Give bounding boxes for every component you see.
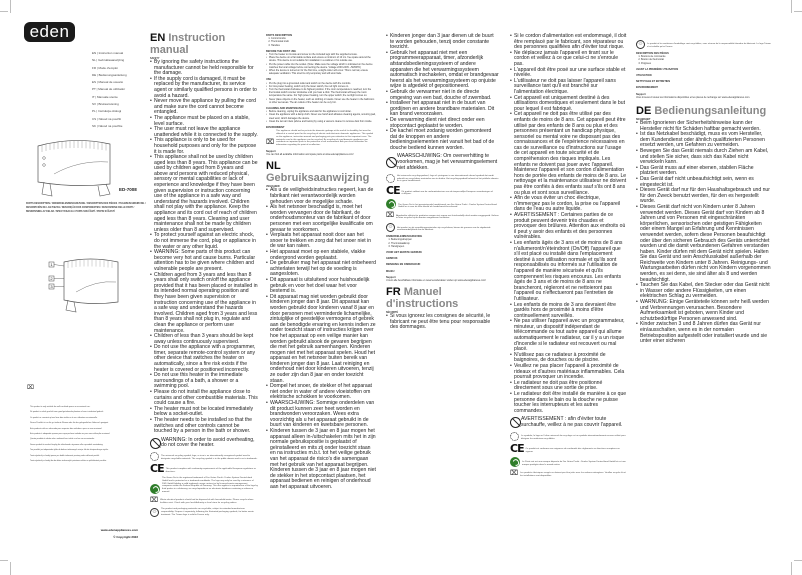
list-item: • Never move the appliance by pulling the cord and make sure the cord cannot become entangled. [150, 99, 258, 116]
nl-warning-text: WAARSCHUWING: Om oververhitting te voorkomen, mag je het verwarmingselement niet afdekken. [397, 153, 498, 171]
language-item: NL | Gebruiksaanwijzing [92, 58, 125, 63]
fr-warning-text: AVERTISSEMENT : afin d'éviter toute surchauffe, veillez à ne pas couvrir l'appareil. [521, 416, 623, 428]
fr-support-label: Support [636, 92, 646, 96]
copyright: © Copyright 2022 [113, 535, 138, 539]
list-item: • Place the device on a flat stable surface and ensure a minimum of 10 cm. free space around the device. This device is not suitable for installation in a cabinet or for outside use. [266, 56, 376, 62]
en-safety-column [150, 32, 258, 517]
disposal-note: Tento výrobek je vhodný pouze pro dobře izolované prostory nebo občasné použití. [30, 454, 100, 457]
en-use-list [266, 82, 376, 104]
list-item: • Dit apparaat mag niet worden gebruikt door kinderen jonger dan 8 jaar. Dit apparaat kan worden gebruikt door kinderen vanaf 8 jaar en door personen met verminderde lichamelijke, zintuiglijke of geestelijke vermogens of gebrek aan de benodigde ervaring en kennis indien ze onder toezicht staan of instructies krijgen over hoe het apparaat op een veilige manier kan worden gebruikt alsook de gevaren begrijpen die met het gebruik samenhangen. Kinderen mogen niet met het apparaat spelen. Houd het apparaat en het netsnoer buiten bereik van kinderen jonger dan 8 jaar. Laat reiniging en onderhoud niet door kinderen uitvoeren, tenzij ze ouder zijn dan 8 jaar en onder toezicht staan. [266, 295, 376, 385]
list-item: • Als u de veiligheidsinstructies negeert, kan de fabrikant niet verantwoordelijk worden gehouden voor de mogelijke schade. [266, 188, 376, 205]
list-item: • Turn the heater on its side and screw on the included legs with the supplied screws. [266, 53, 376, 56]
disposal-note: This product is only suitable for well insulated spaces or occasional use. [30, 406, 91, 408]
list-item: • Put the power cable into the socket. (Note: Make sure the voltage which is indicated on the device matches the local voltage before connecting the device. Voltage 220V-240V ~50/60Hz) [266, 63, 376, 69]
fr-continued-column [510, 34, 627, 478]
en-warning-text: WARNING: In order to avoid overheating, do not cover the heater. [161, 436, 255, 449]
disposal-note: Este producto sólo es adecuado para espacios bien aislados o para un uso ocasional. [30, 427, 102, 430]
ce-mark-icon: CE [386, 184, 400, 198]
fr-support-text: Vous trouverez toutes les informations disponibles et les pièces de rechange sur www.edenappliances.com. [636, 95, 751, 99]
nl-weee-note: ⌧ Afgedankte elektrische producten mogen niet samen met huishoudelijk afval worden weggegooid. Gelieve te laten recyclen bij de daartoe aangewezen faciliteiten. [386, 212, 499, 220]
recycling-icon [150, 452, 159, 461]
list-item: • Do not use this heater in the immediate surroundings of a bath, a shower or a swimming pool. [150, 373, 258, 390]
list-item: • Cet appareil est uniquement destiné à des utilisations domestiques et seulement dans le but pour lequel il est fabriqué. [510, 96, 627, 113]
recycling-note: The universal recycling symbol, logo, or icon is an internationally recognized symbol used to designate recyclable materials. The recycling symbol is in the public domain and is not a trademark. [150, 452, 258, 461]
nl-recycling-note: Het universele recyclingsymbool, -logo of -pictogram is een internationaal erkend symbool dat wordt gebruikt om recyclebare materialen aan te duiden. Het recyclingsymbool behoort tot het publieke domein en is geen handelsmerk. [386, 174, 499, 183]
de-safety-list [636, 121, 771, 345]
en-safety-label: SAFETY [150, 57, 160, 60]
list-item: • WARNUNG: Einige Geräteteile können sehr heiß werden und Verbrennungen verursachen. Besondere Aufmerksamkeit ist geboten, wenn Kinder und schutzbedürftige Personen anwesend sind. [636, 300, 771, 322]
list-item: • Les enfants âgés de 3 ans et de moins de 8 ans n'allumeront/n'éteindront (On/Off) l'appareil que s'il est placé ou installé dans l'emplacement destiné à son utilisation normale et qu'ils sont responsabilisés ou informés sur l'utilisation de l'appareil de manière sécurisée et qu'ils comprennent les risques encourus. Les enfants âgés de 3 ans et de moins de 8 ans ne brancheront, régleront et ne nettoieront pas l'appareil ou n'effectueront pas l'entretien de l'utilisateur. [510, 241, 627, 303]
list-item: • Dompel het snoer, de stekker of het apparaat niet onder in water of andere vloeistoffen om elektrische schokken te voorkomen. [266, 384, 376, 401]
disposal-notes [30, 405, 140, 464]
ce-note: CE This product complies with conformity requirements of the applicable European regulations or directives. [150, 461, 256, 475]
fr-usage-block [636, 40, 771, 99]
green-dot-icon [150, 484, 160, 494]
list-item: • Kinderen tussen de 3 jaar en 8 jaar mogen het apparaat alleen in-/uitschakelen mits het in zijn normale gebruikspositie is geplaatst of geïnstalleerd en mits zij onder toezicht staan en na instructies m.b.t. tot het veilige gebruik van het apparaat de risico's die samengaan met het gebruik van het apparaat begrijpen. Kinderen tussen de 3 jaar en 8 jaar mogen niet de stekker in het stopcontact plaatsen, het apparaat bedienen en reinigen of onderhoud aan het apparaat uitvoeren. [266, 429, 376, 491]
language-item: SV | Bruksanvisning [92, 102, 119, 107]
language-list [92, 50, 127, 130]
list-item: 2. Thermostat knob [271, 40, 376, 43]
crop-mark [794, 560, 802, 561]
fr-triman-note: ♲ Le produit et les matériaux d'emballage sont recyclables, sous réserve de la responsabilité étendue du fabricant. Le logo Triman n'est valable qu'en France. [636, 40, 771, 49]
list-item: • Das Gerät muss auf einer ebenen, stabilen Fläche platziert werden. [636, 166, 771, 177]
list-item: • This appliance is only to be used for household purposes and only for the purpose it is made for. [150, 138, 258, 155]
nl-triman-note: ♲ Het product en de verpakkingsmaterialen zijn recyclebaar, binnen de grenzen van de uitgebreide verantwoordelijkheid van de fabrikant. [386, 223, 499, 232]
en-warning-row [150, 438, 258, 449]
en-first-use-label: BEFORE THE FIRST USE [266, 49, 296, 53]
list-item: 3. Handles [271, 44, 376, 47]
list-item: • For low-power heating, switch only the lower switch, the red light comes on. [266, 85, 376, 88]
fr-use-label: UTILISATION [636, 74, 652, 78]
disposal-note: Dieses Produkt ist nur für gut isolierte Räume oder für den gelegentlichen Gebrauch geeignet. [30, 422, 109, 425]
weee-bin-icon: ⌧ [27, 385, 34, 391]
list-item: • De kachel moet zodanig worden gemonteerd dat de knoppen en andere bedieningselementen niet vanuit het bad of de douche bediend kunnen worden. [386, 129, 499, 151]
list-item: • Dieses Gerät darf nicht von Kindern unter 8 Jahren verwendet werden. Dieses Gerät darf von Kindern ab 8 Jahren und von Personen mit eingeschränkten körperlichen, sensorischen oder geistigen Fähigkeiten oder einem Mangel an Erfahrung und Kenntnissen verwendet werden, sofern diese Personen beaufsichtigt oder über den sicheren Gebrauch des Geräts unterrichtet wurden und die damit verbundenen Gefahren verstanden haben. Kinder dürfen mit dem Gerät nicht spielen. Halten Sie das Gerät und sein Anschlusskabel außerhalb der Reichweite von Kindern unter 8 Jahren. Reinigungs- und Wartungsarbeiten dürfen nicht von Kindern vorgenommen werden, es sei denn, sie sind älter als 8 und werden beaufsichtigt. [636, 205, 771, 283]
list-item: • Kinderen jonger dan 3 jaar dienen uit de buurt te worden gehouden, tenzij onder constante toezicht. [386, 34, 499, 51]
list-item: • Afin de vous éviter un choc électrique, n'immergez pas le cordon, la prise ou l'appareil dans de l'eau ou autre liquide. [510, 196, 627, 213]
triman-icon: ♲ [386, 223, 395, 232]
do-not-cover-icon [386, 157, 397, 168]
nl-environment-label: MILIEU [386, 269, 395, 273]
list-item: • Dieses Gerät darf nur für den Haushaltsgebrauch und nur für den Zweck benutzt werden, für den es hergestellt wurde. [636, 188, 771, 205]
parts-description-heading: PARTS DESCRIPTION / ONDERDELENBESCHRIJVING / DESCRIPTION DES PIÈCES / TEILEBESCHREIBUNG / DESCRIPCIÓN DE LAS PIEZAS / DESCRIÇÃO DOS COMPONENTES / DESCRIZIONE DELLE PARTI / BESKRIVNING AV DELAR / SPECYFIKACJA / POPIS SOUČÁSTÍ / POPIS SÚČASTÍ [26, 203, 146, 213]
list-item: • This appliance shall not be used by children aged less than 8 years. This appliance can be used by children aged from 8 years and above and persons with reduced physical, sensory or mental capabilities or lack of experience and knowledge if they have been given supervision or instruction concerning use of the appliance in a safe way and understand the hazards involved. Children shall not play with the appliance. Keep the appliance and its cord out of reach of children aged less than 8 years. Cleaning and user maintenance shall not be made by children unless older than 8 and supervised. [150, 155, 258, 233]
list-item: • Dit apparaat is uitsluitend voor huishoudelijk gebruik en voor het doel waar het voor bestemd is. [266, 278, 376, 295]
fr-environment-label: ENVIRONNEMENT [636, 86, 658, 90]
recycling-icon [510, 432, 519, 441]
fr-usage-de-column [636, 40, 771, 345]
list-item: 3. Handgrepen [391, 245, 499, 248]
language-item: EN | Instruction manual [92, 51, 124, 55]
svg-text:3: 3 [50, 284, 53, 289]
en-usage-column [266, 34, 376, 491]
en-parts-label: PARTS DESCRIPTION [266, 34, 293, 37]
list-item: • Kinder zwischen 3 und 8 Jahren dürfen das Gerät nur ein/ausschalten, wenn es in der normalen Betriebsposition aufgestellt oder installiert wurde und sie unter einer sicheren [636, 322, 771, 344]
list-item: • Gebruik de verwarmer niet in de directe omgeving van een bad, douche of zwembad. [386, 90, 499, 101]
list-item: • The heater must not be located immediately below a socket-outlet. [150, 407, 258, 418]
do-not-cover-icon [150, 438, 161, 449]
list-item: 1. Boutons de commande [641, 55, 771, 58]
weee-bin-icon: ⌧ [150, 496, 159, 504]
green-dot-icon [510, 457, 520, 467]
fr-safety-list [386, 314, 499, 331]
nl-support-label: Support [386, 275, 396, 279]
list-item: • When the device is turned on for the first time, a slight odour will occur. This is normal, ensure adequate ventilation. This smell is only temporary and will soon fade. [266, 69, 376, 75]
list-item: 1. Control knobs [271, 37, 376, 40]
model-number: ED-7008 [119, 187, 137, 192]
en-cleaning-label: CLEANING AND MAINTENANCE [266, 107, 305, 111]
en-heading: EN Instruction manual [150, 32, 226, 56]
triman-note: ♲ The product and packaging materials are recyclable, subject to extended manufacturer responsibility. Dispose it separately, following the illustrated packaging symbols, for better waste treatment. The Triman logo is valid in France only. [150, 508, 258, 517]
list-item: • Les enfants de moins de 3 ans devraient être gardés hors de proximité à moins d'être continuellement surveillés. [510, 303, 627, 320]
en-environment-note: ⌧ This appliance should not be put into the domestic garbage at the end of its durability, but must be offered at a central point for the recycling of electric and electronic domestic appliances. This symbol on the appliance, instruction manual and packaging puts your attention to this important issue. The materials used in this appliance can be recycled. By recycling of used domestic appliances you contribute an important push to the protection of our environment. Ask your local authorities for information regarding the point of recollection. [266, 130, 374, 147]
nl-cleaning-label: REINIGING EN ONDERHOUD [386, 263, 421, 267]
crop-mark [791, 562, 792, 575]
list-item: • L'appareil doit être posé sur une surface stable et nivelée. [510, 68, 627, 79]
list-item: • WAARSCHUWING: Sommige onderdelen van dit product kunnen zeer heet worden en brandwonden veroorzaken. Wees extra voorzichtig als u het apparaat gebruikt in de buurt van kinderen en kwetsbare personen. [266, 401, 376, 429]
list-item: • Le radiateur ne doit pas être positionné directement sous une sortie de prise. [510, 381, 627, 392]
list-item: • Do not use the appliance with a programmer, timer, separate remote-control system or any other device that switches the heater on automatically, since a fire risk exists if the heater is covered or positioned incorrectly. [150, 345, 258, 373]
disposal-note: Questo prodotto è adatto solo a ambienti ben isolati o ad un uso occasionale. [30, 438, 95, 441]
nl-warning-row [386, 154, 499, 171]
en-first-use-list [266, 53, 376, 75]
ce-mark-icon: CE [510, 441, 524, 455]
parts-diagram [48, 258, 120, 314]
language-item: PL | Instrukcja obsługi [92, 109, 122, 114]
list-item: • By ignoring the safety instructions the manufacturer cannot be held responsible for the damage. [150, 60, 258, 77]
list-item: • Ne déplacez jamais l'appareil en tirant sur le cordon et veillez à ce que celui-ci ne s'enroule pas. [510, 51, 627, 68]
fr-parts-label: DESCRIPTION DES PIÈCES [636, 52, 669, 55]
list-item: • Put the plug into a grounded outlet and switch on the device with the controls. [266, 82, 376, 85]
list-item: • Beim Ignorieren der Sicherheitshinweise kann der Hersteller nicht für Schäden haftbar gemacht werden. [636, 121, 771, 132]
list-item: • De gebruiker mag het apparaat niet onbeheerd achterlaten terwijl het op de voeding is aangesloten. [266, 261, 376, 278]
nl-first-use-label: VOOR HET EERSTE GEBRUIK [386, 251, 422, 255]
list-item: • L'utilisateur ne doit pas laisser l'appareil sans surveillance tant qu'il est branché sur l'alimentation électrique. [510, 79, 627, 96]
list-item: • De verwarming dient niet direct onder een stopcontact geplaatst te worden. [386, 118, 499, 129]
list-item: • Verplaats het apparaat nooit door aan het snoer te trekken en zorg dat het snoer niet in de war kan raken. [266, 233, 376, 250]
en-use-label: USE [266, 78, 272, 82]
language-item: DE | Bedienungsanleitung [92, 72, 127, 77]
svg-text:1: 1 [50, 262, 53, 267]
weee-note: ⌧ Waste electrical products should not be disposed of with household waste. Please recycle where facilities exist. Check with your local Authority or local store for recycling advice. [150, 496, 254, 504]
fr-recycling-note: Le symbole, le logo ou l'icône universel de recyclage est un symbole internationalement reconnu utilisé pour désigner les matériaux recyclables. [510, 432, 627, 441]
list-item: 2. Thermostaatknop [391, 242, 499, 245]
weee-bin-icon: ⌧ [386, 212, 395, 220]
language-item: FR | Mode d'emploi [92, 65, 118, 70]
nl-parts-list [386, 238, 499, 248]
list-item: • If the supply cord is damaged, it must be replaced by the manufacturer, its service agent or similarly qualified persons in order to avoid a hazard. [150, 77, 258, 99]
disposal-note: Ten produkt jest odpowiedni tylko do dobrze izolowanych miejsc lub do okazjonalnego użytku. [30, 449, 109, 452]
list-item: • Clean the two air inlets (above and below) by using a vacuum cleaner to remove dust from inside. [266, 120, 376, 123]
list-item: • Gebruik het apparaat niet met een programmeerapparaat, timer, afzonderlijk afstandsbedieningssysteem of andere apparaten die het verwarmingssysteem automatisch inschakelen, omdat er brandgevaar heerst als het verwarmingssysteem op onjuiste wijze is afgedekt of gepositioneerd. [386, 51, 499, 90]
heater-illustration [34, 138, 114, 200]
nl-usage-block [386, 235, 499, 282]
list-item: • Das Gerät darf nicht unbeaufsichtigt sein, wenn es eingesteckt ist. [636, 177, 771, 188]
en-support-label: Support [266, 150, 276, 154]
nl-safety-list [266, 188, 376, 490]
en-environment-label: ENVIRONMENT [266, 126, 285, 130]
weee-bin-icon: ⌧ [510, 469, 519, 477]
list-item: • Turn the thermostat clockwise to its highest position. If the room temperature is reached, turn the thermostat switch counter clockwise until you hear a click. The thermostat will keep the room temperature the same. For high power heating, turn the upper switch; the red light comes on. [266, 88, 376, 98]
list-item: • Before cleaning, unplug the appliance and wait for the appliance to cool down. [266, 110, 376, 113]
fr-green-dot-note: Le Point vert est une marque déposée de Der Grüne Punkt - Duales System Deutschland GmbH et est une marque protégée dans le monde entier. [510, 457, 627, 467]
disposal-note: Este produto é adequado apenas para espaços bem isolados ou para uma utilização ocasional. [30, 433, 111, 436]
list-item: • Clean the appliance with a damp cloth. Never use harsh and abrasive cleaning agents, scouring pad, steel wool, which damages the device. [266, 113, 376, 119]
list-item: • Tauchen Sie das Kabel, den Stecker oder das Gerät nicht in Wasser oder andere Flüssigkeiten, um einen elektrischen Schlag zu vermeiden. [636, 283, 771, 300]
list-item: • Children aged from 3 years and less than 8 years shall only switch on/off the appliance provided that it has been placed or installed in its intended normal operating position and they have been given supervision or instruction concerning use of the appliance in a safe way and understand the hazards involved. Children aged from 3 years and less than 8 years shall not plug in, regulate and clean the appliance or perform user maintenance. [150, 273, 258, 335]
crop-mark [791, 0, 792, 13]
fr-parts-list [636, 55, 771, 65]
list-item: 3. Poignées [641, 62, 771, 65]
list-item: • Children of less than 3 years should be kept away unless continuously supervised. [150, 334, 258, 345]
triman-icon: ♲ [150, 508, 159, 517]
nl-green-dot-note: The Green Dot is het geregistreerde handelsmerk van Der Grüne Punkt - Duales System Deutschland GmbH en is over de hele wereld als handelsmerk beschermd. [386, 199, 499, 209]
list-item: • Si vous ignorez les consignes de sécurité, le fabricant ne peut être tenu pour responsable des dommages. [386, 314, 499, 331]
nl-safety-list-continued [386, 34, 499, 151]
fr-cleaning-label: NETTOYAGE ET ENTRETIEN [636, 80, 671, 84]
fr-ce-note: CE Ce produit est conforme aux exigences de conformité des règlements ou directives européens en vigueur. [510, 441, 620, 455]
language-item: PT | Manual de utilizador [92, 87, 126, 92]
list-item: • Le radiateur doit être installé de manière à ce que personne dans le bain ou la douche ne puisse toucher les interrupteurs et les autres commandes. [510, 392, 627, 414]
fr-heading: FR Manuel d'instructions [386, 286, 459, 311]
nl-heading: NL Gebruiksaanwijzing [266, 160, 370, 185]
website-link[interactable]: www.edenappliances.com [100, 528, 138, 532]
list-item: • Ne pas utiliser l'appareil avec un programmateur, minuteur, un dispositif indépendant de télécommande ou tout autre appareil qui allume automatiquement le radiateur, car il y a un risque d'incendie si le radiateur est recouvert ou mal placé. [510, 319, 627, 353]
de-heading: DE Bedienungsanleitung [636, 105, 767, 118]
ce-mark-icon: CE [150, 461, 164, 475]
list-item: • Si le cordon d'alimentation est endommagé, il doit être remplacé par le fabricant, son réparateur ou des personnes qualifiées afin d'éviter tout risque. [510, 34, 627, 51]
green-dot-note: The Green Dot is the registered trademark of Der Grüne Punkt - Duales System Deutschland GmbH and is protected as a trademark worldwide. The logo may only be used by customers of DSD GmbH holding a valid trademark usage contract or by licensed waste management companies within the Federal Republic of Germany. This also applies to reproduction of the logo by third parties in a dictionary, an encyclopaedia or an electronic database containing a reference manual. [150, 477, 258, 494]
en-support-text: You can find all available information and spare parts at www.edenappliances.com! [266, 153, 354, 157]
list-item: • Veuillez ne pas placer l'appareil à proximité de rideaux et d'autres matériaux inflammables. Cela pourrait provoquer un incendie. [510, 364, 627, 381]
nl-continued-column [386, 34, 499, 331]
en-safety-list [150, 60, 258, 435]
list-item: • The heater needs to be installed so that the switches and other controls cannot be touched by a person in the bath or shower. [150, 418, 258, 435]
nl-safety-label: VEILIGHEID [266, 185, 280, 189]
list-item: 2. Bouton de thermostat [641, 58, 771, 61]
eden-logo: eden [24, 22, 75, 42]
list-item: • The appliance must be placed on a stable, level surface. [150, 116, 258, 127]
list-item: • Cet appareil ne doit pas être utilisé par des enfants de moins de 8 ans. Cet appareil peut être utilisé par des enfants de 8 ans ou plus et des personnes présentant un handicap physique, sensoriel ou mental voire ne disposant pas des connaissances et de l'expérience nécessaires en cas de surveillance ou d'instructions sur l'usage de cet appareil en toute sécurité et de compréhension des risques impliqués. Les enfants ne doivent pas jouer avec l'appareil. Maintenez l'appareil et son cordon d'alimentation hors de portée des enfants de moins de 8 ans. Le nettoyage et la maintenance utilisateur ne doivent pas être confiés à des enfants sauf s'ils ont 8 ans ou plus et sont sous surveillance. [510, 112, 627, 196]
list-item: • Bewegen Sie das Gerät niemals durch Ziehen am Kabel, und stellen Sie sicher, dass sich das Kabel nicht verwickeln kann. [636, 149, 771, 166]
language-item: SK | Návod na použitie [92, 123, 123, 128]
fr-first-use-label: AVANT LA PREMIÈRE UTILISATION [636, 67, 679, 71]
list-item: • Als het netsnoer beschadigd is, moet het worden vervangen door de fabrikant, de onderhoudsmonteur van de fabrikant of door personen met een soortgelijke kwalificatie om gevaar te voorkomen. [266, 205, 376, 233]
list-item: • AVERTISSEMENT : Certaines parties de ce produit peuvent devenir très chaudes et provoquer des brûlures. Attention aux endroits où il peut y avoir des enfants et des personnes vulnérables. [510, 213, 627, 241]
triman-icon: ♲ [636, 40, 645, 49]
en-parts-list [266, 37, 376, 47]
list-item: • WARNING: Some parts of this product can become very hot and cause burns. Particular attention has to be given where children and vulnerable people are present. [150, 250, 258, 272]
green-dot-icon [386, 199, 396, 209]
svg-text:2: 2 [50, 276, 53, 281]
disposal-note: Denna produkt är endast lämplig för välisolerade utrymmen eller sporadisk användning. [30, 443, 104, 446]
list-item: 1. Bedieningsknoppen [391, 238, 499, 241]
en-usage-block [266, 34, 376, 156]
nl-parts-label: ONDERDELENBESCHRIJVING [386, 235, 423, 239]
do-not-cover-icon [510, 417, 521, 428]
list-item: • Ist das Netzkabel beschädigt, muss es vom Hersteller, dem Kundendienst oder ähnlich qualifizierten Personen ersetzt werden, um Gefahren zu vermeiden. [636, 132, 771, 149]
nl-support-text: U kunt alle beschikbare informatie en reserveonderdelen vinden op www.edenappliances.com! [386, 279, 486, 283]
fr-warning-row [510, 417, 627, 428]
list-item: • Het apparaat moet op een stabiele, vlakke ondergrond worden geplaatst. [266, 250, 376, 261]
recycling-icon [386, 174, 395, 183]
language-item: ES | Manual de usuario [92, 80, 124, 85]
fr-safety-list-continued [510, 34, 627, 414]
list-item: • Please do not install the appliance close to curtains and other combustible materials. This could cause a fire. [150, 390, 258, 407]
list-item: • To protect yourself against an electric shock, do not immerse the cord, plug or appliance in the water or any other liquid. [150, 233, 258, 250]
language-item: CS | Návod na použití [92, 116, 122, 121]
list-item: • Never place objects on the heater, such as clothing or towels. Never use the heater in the bathroom or other wet areas. The air outlets of the heater can be very hot. [266, 98, 376, 104]
de-safety-label: SICHERHEIT [636, 118, 651, 122]
fr-weee-note: ⌧ Les produits électriques usagés ne doivent pas être jetés avec les ordures ménagères. Veuillez recycler là où les installations sont disponibles. [510, 469, 626, 477]
crop-mark [794, 11, 802, 12]
nl-use-label: GEBRUIK [386, 257, 398, 261]
fr-safety-label: SÉCURITÉ [386, 311, 399, 315]
list-item: • The user must not leave the appliance unattended while it is connected to the supply. [150, 127, 258, 138]
cover-column [0, 0, 148, 575]
disposal-note: Tento výrobok je vhodný iba do dobre izolovaných priestorov alebo na príležitostné použitie. [30, 460, 107, 463]
list-item: • Installeer het apparaat niet in de buurt van gordijnen en andere brandbare materialen. Dit kan brand veroorzaken. [386, 101, 499, 118]
nl-ce-note: CE Dit product voldoet aan de conformiteitseisen van de toepasselijke Europese verordeningen of richtlijnen. [386, 184, 493, 198]
language-item: IT | Manuale utente [92, 94, 118, 99]
disposal-note: Dit product is enkel geschikt voor goed geïsoleerde plaatsen of voor incidenteel gebruik. [30, 411, 104, 414]
disposal-note: Ce produit ne convient qu'aux lieux bien isolés ou à une utilisation occasionnelle. [30, 416, 98, 419]
weee-bin-icon: ⌧ [266, 139, 275, 147]
list-item: • N'utilisez pas ce radiateur à proximité de baignoires, de douches ou de piscine. [510, 353, 627, 364]
en-cleaning-list [266, 110, 376, 123]
